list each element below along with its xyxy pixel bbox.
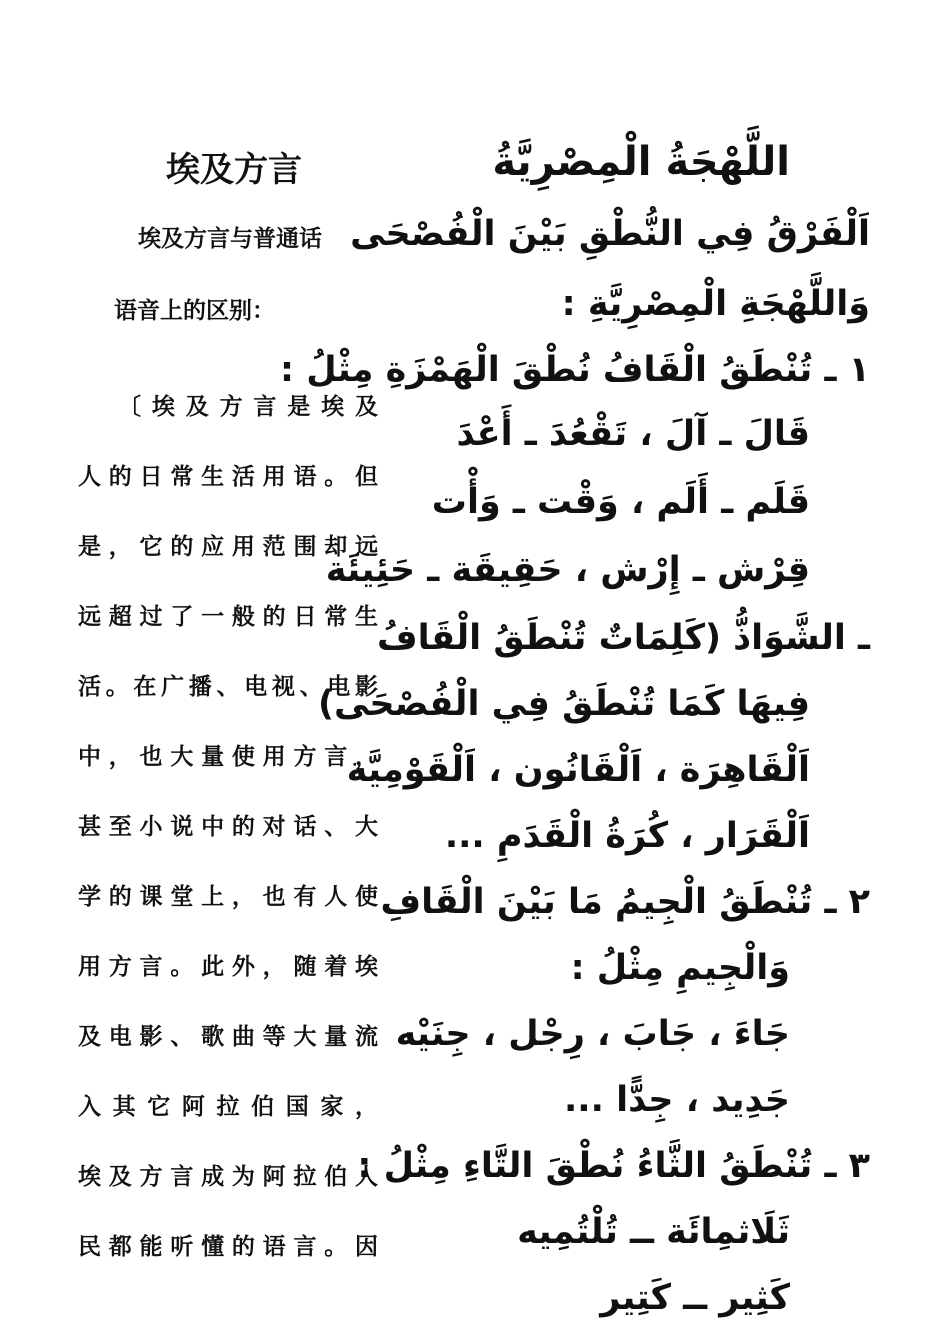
arabic-line: فِيهَا كَمَا تُنْطَقُ فِي الْفُصْحَى) [318, 684, 810, 724]
chinese-subtitle-line2: 语音上的区别： [114, 297, 275, 324]
arabic-line: اَلْفَرْقُ فِي النُّطْقِ بَيْنَ الْفُصْحَى [350, 214, 870, 254]
arabic-line: كَثِير ــ كَتِير [600, 1278, 790, 1318]
arabic-line: قِرْش ـ إِرْش ، حَقِيقَة ـ حَئِيئَة [325, 550, 810, 590]
chinese-body-line: 民都能听懂的语言。因 [78, 1233, 378, 1260]
chinese-body-line: 用方言。此外，随着埃 [78, 953, 378, 980]
chinese-body-line: 活。在广播、电视、电影 [78, 673, 378, 700]
arabic-line: جَاءَ ، جَابَ ، رِجْل ، جِنَيْه [395, 1014, 790, 1054]
arabic-line: اَلْقَاهِرَة ، اَلْقَانُون ، اَلْقَوْمِيَّة [346, 750, 810, 790]
arabic-line: وَاللَّهْجَةِ الْمِصْرِيَّةِ : [561, 284, 870, 324]
chinese-body-line: 远超过了一般的日常生 [78, 603, 378, 630]
chinese-body-line: 是，它的应用范围却远 [78, 533, 378, 560]
chinese-body-line: 入其它阿拉伯国家， [78, 1093, 378, 1120]
chinese-body-line: 人的日常生活用语。但 [78, 463, 378, 490]
chinese-title: 埃及方言 [166, 150, 302, 190]
arabic-line: وَالْجِيمِ مِثْلُ : [570, 948, 790, 988]
arabic-line: قَالَ ـ آلَ ، تَقْعُدَ ـ أَعْدَ [456, 414, 810, 454]
chinese-body [78, 390, 378, 1300]
arabic-line: اَلْقَرَار ، كُرَةُ الْقَدَمِ ... [444, 816, 810, 856]
arabic-line: ٣ ـ تُنْطَقُ الثَّاءُ نُطْقَ التَّاءِ مِثْلُ : [357, 1146, 870, 1186]
arabic-line: ١ ـ تُنْطَقُ الْقَافُ نُطْقَ الْهَمْزَةِ مِثْلُ : [280, 350, 870, 390]
arabic-line: ـ الشَّوَاذُّ (كَلِمَاتٌ تُنْطَقُ الْقَافُ [377, 618, 870, 658]
chinese-subtitle-line1: 埃及方言与普通话 [138, 225, 322, 252]
arabic-line: ثَلَاثمِائَة ــ تُلْتُمِيه [517, 1212, 790, 1252]
arabic-line: ٢ ـ تُنْطَقُ الْجِيمُ مَا بَيْنَ الْقَافِ [380, 882, 870, 922]
chinese-body-line: 〔埃及方言是埃及 [118, 393, 378, 420]
chinese-body-line: 及电影、歌曲等大量流 [78, 1023, 378, 1050]
arabic-line: جَدِيد ، جِدًّا ... [564, 1080, 790, 1120]
chinese-body-line: 甚至小说中的对话、大 [78, 813, 378, 840]
chinese-body-line: 中，也大量使用方言， [78, 743, 378, 770]
arabic-title: اللَّهْجَةُ الْمِصْرِيَّةُ [492, 139, 790, 185]
chinese-body-line: 埃及方言成为阿拉伯人 [78, 1163, 378, 1190]
arabic-line: قَلَم ـ أَلَم ، وَقْت ـ وَأْت [431, 482, 810, 522]
chinese-body-line: 学的课堂上，也有人使 [78, 883, 378, 910]
